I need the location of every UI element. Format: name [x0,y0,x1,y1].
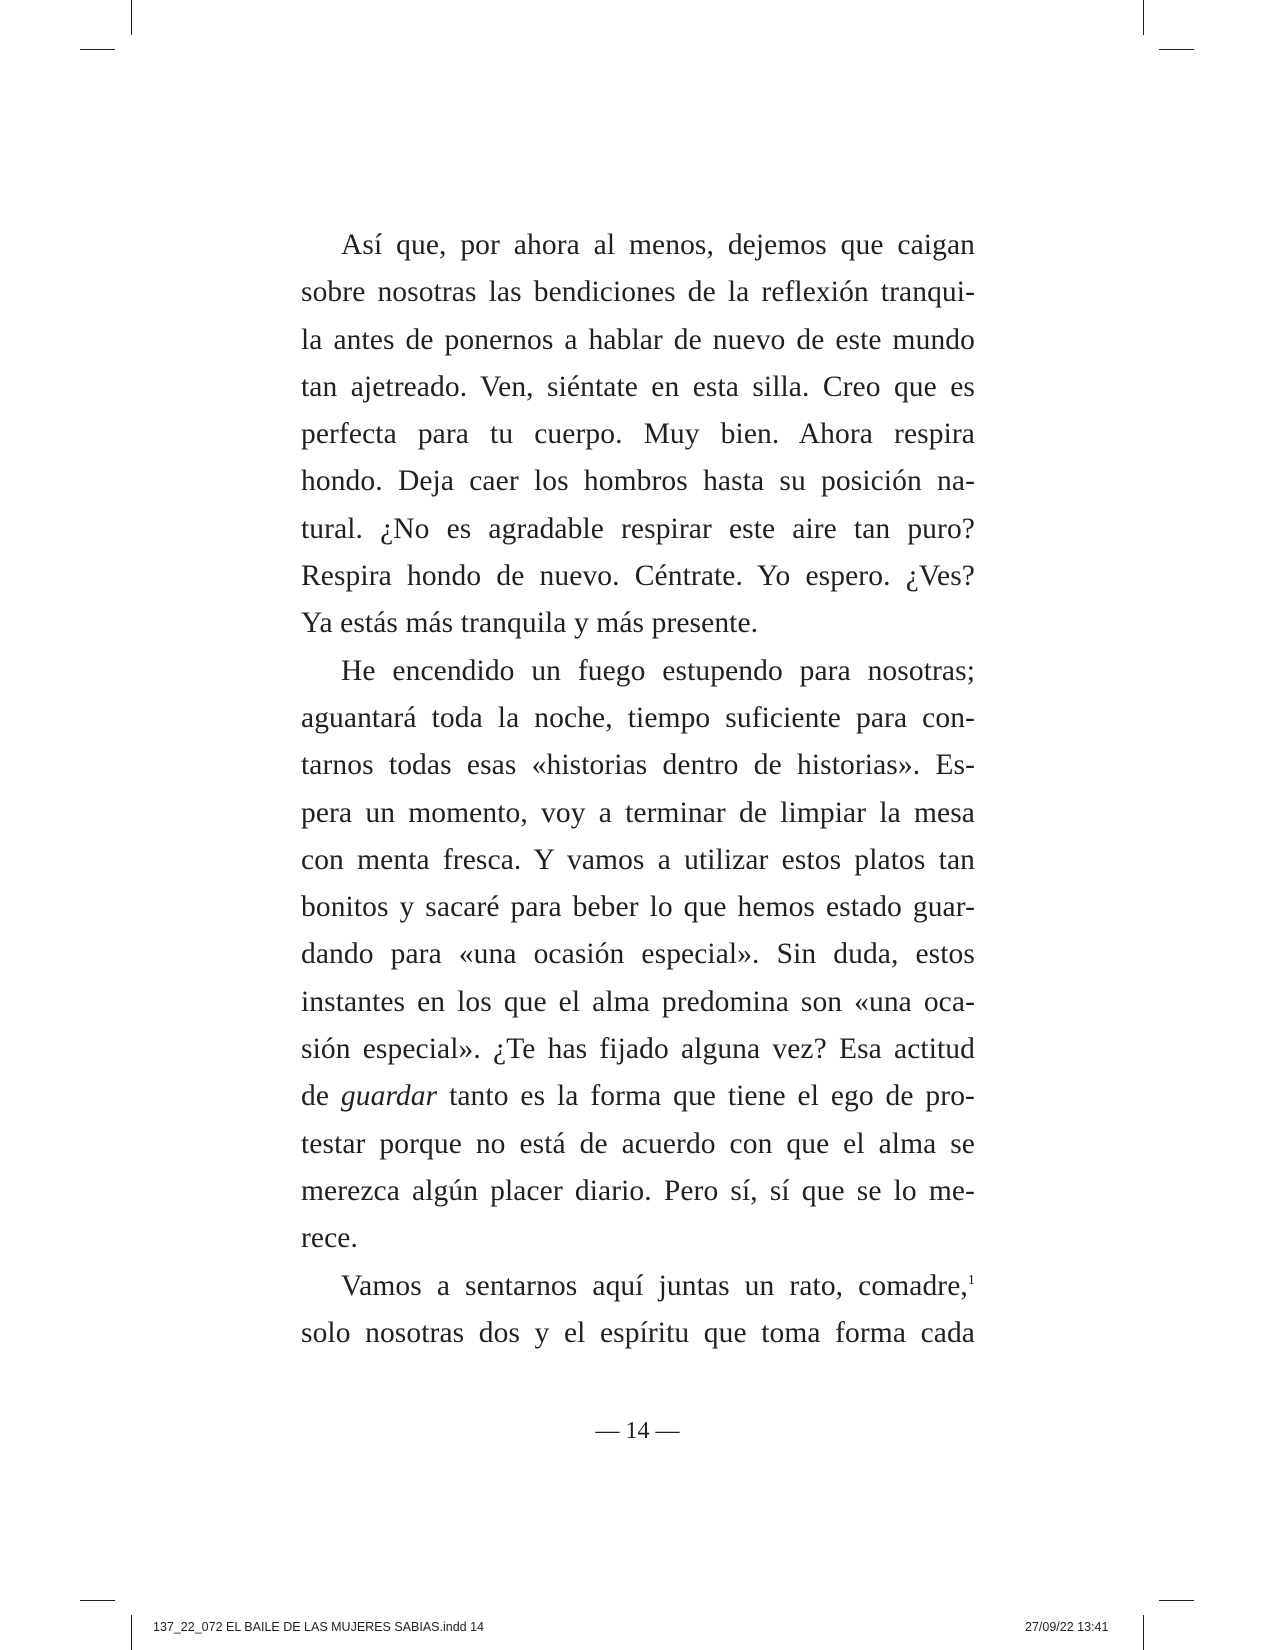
text-line: tural. ¿No es agradable respirar este aire tan puro? [301,512,975,545]
slug-timestamp: 27/09/22 13:41 [1025,1620,1109,1634]
text-line: sobre nosotras las bendiciones de la reflexión tranqui- [301,276,975,309]
text-line: bonitos y sacaré para beber lo que hemos estado guar- [301,891,975,924]
crop-mark-bottom-left-horizontal [80,1600,115,1601]
text-segment: tanto es la forma que tiene el ego de pro- [449,1080,975,1113]
text-line: He encendido un fuego estupendo para nosotras; [341,654,975,687]
text-line: tan ajetreado. Ven, siéntate en esta silla. Creo que es [301,370,975,403]
text-line: hondo. Deja caer los hombros hasta su posición na- [301,465,975,498]
crop-mark-bottom-left-vertical [131,1615,132,1650]
text-line-with-italic [301,1073,975,1120]
crop-mark-bottom-right-horizontal [1159,1600,1194,1601]
crop-mark-top-right-horizontal [1159,49,1194,50]
text-line: aguantará toda la noche, tiempo suficiente para con- [301,701,975,734]
text-line: perfecta para tu cuerpo. Muy bien. Ahora respira [301,418,975,451]
text-line: Respira hondo de nuevo. Céntrate. Yo espero. ¿Ves? [301,560,975,593]
text-line-with-footnote [301,1263,975,1310]
text-segment: Vamos a sentarnos aquí juntas un rato, comadre, [341,1269,968,1302]
text-line: sión especial». ¿Te has fijado alguna vez? Esa actitud [301,1033,975,1066]
text-line: merezca algún placer diario. Pero sí, sí que se lo me- [301,1174,975,1207]
crop-mark-top-left-horizontal [80,49,115,50]
text-segment: de [301,1080,330,1113]
italic-word: guardar [340,1080,438,1113]
crop-mark-top-right-vertical [1143,0,1144,35]
text-line: rece. [301,1222,358,1255]
text-line: pera un momento, voy a terminar de limpiar la mesa [301,796,975,829]
slug-filename: 137_22_072 EL BAILE DE LAS MUJERES SABIAS.indd 14 [153,1620,484,1634]
page-number: — 14 — [595,1418,680,1444]
text-line: con menta fresca. Y vamos a utilizar estos platos tan [301,843,975,876]
footnote-marker: 1 [967,1272,975,1288]
text-line: tarnos todas esas «historias dentro de historias». Es- [301,749,975,782]
text-line: solo nosotras dos y el espíritu que toma forma cada [301,1316,975,1349]
text-line: testar porque no está de acuerdo con que el alma se [301,1127,975,1160]
body-text [301,222,975,1357]
crop-mark-bottom-right-vertical [1143,1615,1144,1650]
text-line: dando para «una ocasión especial». Sin duda, estos [301,938,975,971]
crop-mark-top-left-vertical [131,0,132,35]
text-line: instantes en los que el alma predomina son «una oca- [301,985,975,1018]
text-line: Así que, por ahora al menos, dejemos que caigan [341,229,975,261]
text-line: Ya estás más tranquila y más presente. [301,607,759,640]
text-line: la antes de ponernos a hablar de nuevo de este mundo [301,323,975,356]
